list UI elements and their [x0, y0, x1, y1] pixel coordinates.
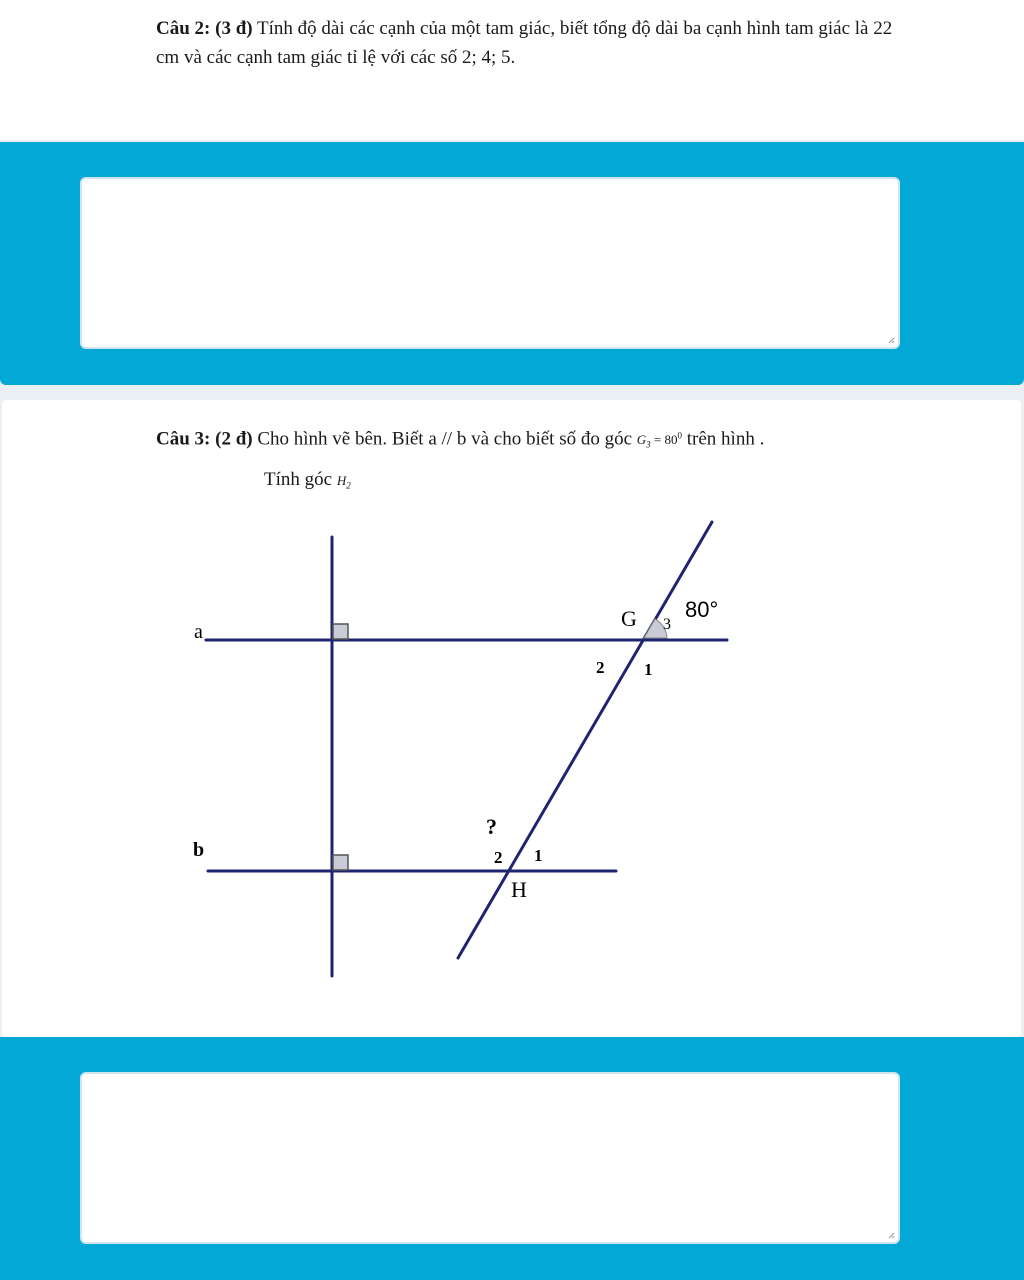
right-angle-marker-a — [333, 624, 348, 639]
question-3-points: (2 đ) — [215, 428, 253, 450]
label-g: G — [621, 606, 637, 631]
question-3-subtext: Tính góc $H_2$ — [264, 469, 351, 491]
resize-handle-icon[interactable] — [888, 1232, 895, 1239]
label-g-angle-2: 2 — [596, 658, 605, 677]
question-3-body-end: trên hình . — [682, 428, 765, 450]
label-b: b — [193, 839, 205, 861]
transversal-line — [458, 522, 712, 958]
question-2-label: Câu 2: — [156, 18, 211, 39]
label-unknown-angle: ? — [486, 814, 497, 839]
label-g-angle-3: 3 — [663, 616, 671, 633]
label-a: a — [194, 621, 203, 643]
question-2-points: (3 đ) — [215, 18, 253, 39]
right-angle-marker-b — [333, 855, 348, 870]
label-80-degrees: 80° — [685, 597, 719, 622]
target-angle-formula: $H_2$ — [336, 473, 351, 491]
label-g-angle-1: 1 — [644, 660, 653, 679]
answer-textarea-2[interactable] — [80, 1072, 900, 1244]
label-h-angle-1: 1 — [534, 846, 543, 865]
question-3-label: Câu 3: — [156, 428, 211, 450]
given-angle-formula: $G_3 = 80^0$ — [636, 431, 682, 450]
question-3-body: Cho hình vẽ bên. Biết a // b và cho biết số đo góc — [252, 428, 637, 450]
label-h: H — [511, 877, 527, 902]
label-h-angle-2: 2 — [494, 848, 503, 867]
question-2-body: Tính độ dài các cạnh của một tam giác, biết tổng độ dài ba cạnh hình tam giác là 22 cm và các cạnh tam giác tỉ lệ với các số 2; 4; 5. — [156, 18, 893, 68]
